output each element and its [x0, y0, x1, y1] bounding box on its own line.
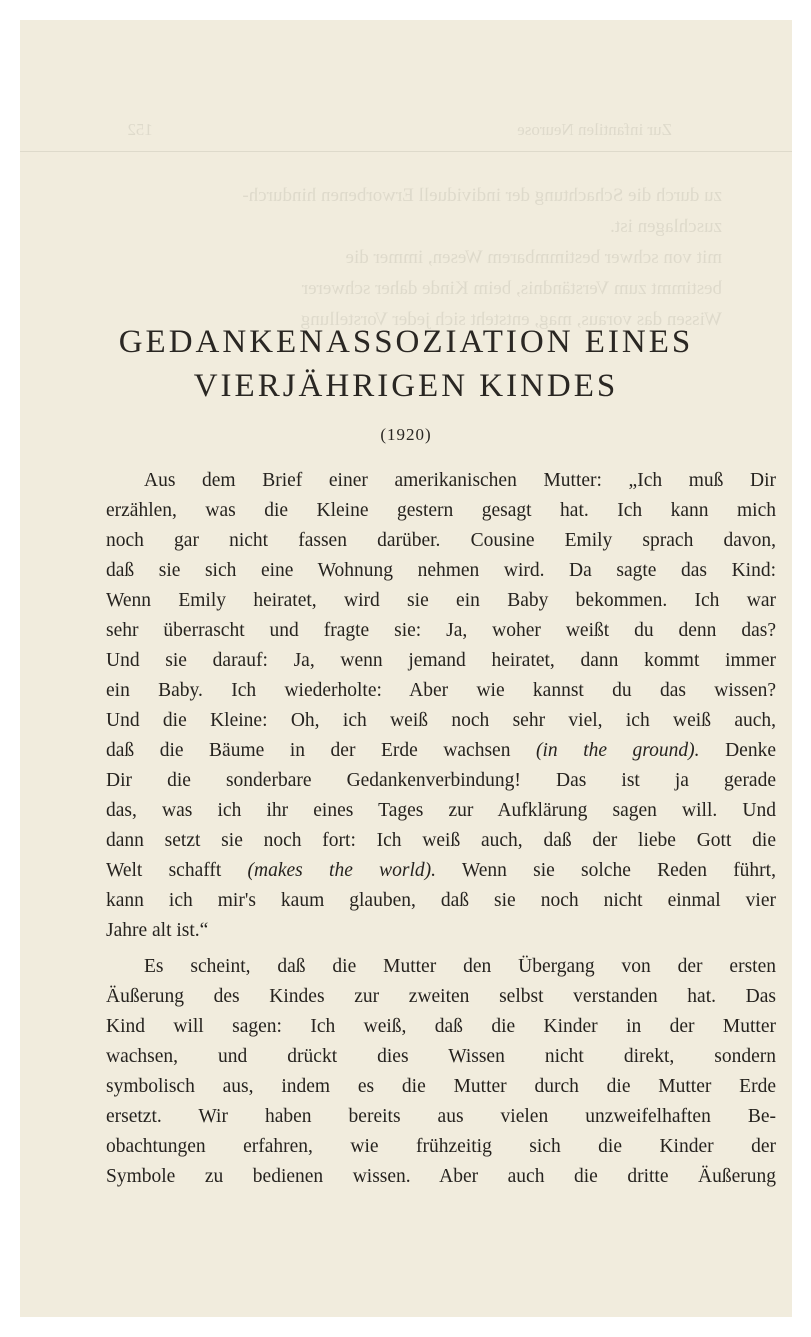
text-line: Äußerung des Kindes zur zweiten selbst verstanden hat. Das	[106, 986, 776, 1007]
text-line: sehr überrascht und fragte sie: Ja, woher weißt du denn das?	[106, 620, 776, 641]
text-line: ein Baby. Ich wiederholte: Aber wie kannst du das wissen?	[106, 680, 776, 701]
text-line: daß sie sich eine Wohnung nehmen wird. Da sagte das Kind:	[106, 560, 776, 581]
text-segment: Wenn sie solche Reden führt,	[435, 860, 776, 881]
text-line: Wenn Emily heiratet, wird sie ein Baby bekommen. Ich war	[106, 590, 776, 611]
text-line	[106, 856, 776, 886]
text-line: Kind will sagen: Ich weiß, daß die Kinder in der Mutter	[106, 1016, 776, 1037]
italic-phrase: (in the ground).	[536, 740, 700, 761]
text-line: kann ich mir's kaum glauben, daß sie noch nicht einmal vier	[106, 890, 776, 911]
text-segment: Welt schafft	[106, 860, 248, 881]
chapter-title-line-1: GEDANKENASSOZIATION EINES	[118, 324, 694, 360]
show-through-line: bestimmt zum Verständnis, beim Kinde daher schwerer	[301, 278, 722, 299]
chapter-title-line-2: VIERJÄHRIGEN KINDES	[193, 368, 619, 404]
text-line: wachsen, und drückt dies Wissen nicht direkt, sondern	[106, 1046, 776, 1067]
text-line: Und sie darauf: Ja, wenn jemand heiratet, dann kommt immer	[106, 650, 776, 671]
show-through-page-number: 152	[127, 120, 153, 139]
text-line: das, was ich ihr eines Tages zur Aufklärung sagen will. Und	[106, 800, 776, 821]
show-through-running-head-text: Zur infantilen Neurose	[517, 120, 672, 139]
text-line: Jahre alt ist.“	[106, 920, 209, 941]
chapter-year: (1920)	[380, 425, 432, 444]
text-line: dann setzt sie noch fort: Ich weiß auch, daß der liebe Gott die	[106, 830, 776, 851]
text-line: ersetzt. Wir haben bereits aus vielen unzweifelhaften Be-	[106, 1106, 776, 1127]
show-through-line: zuschlagen ist.	[610, 216, 722, 237]
text-line: Es scheint, daß die Mutter den Übergang von der ersten	[144, 956, 776, 977]
body-text	[106, 466, 776, 1192]
show-through-line: Wissen das voraus, mag, entsteht sich jeder Vorstellung	[300, 309, 722, 330]
show-through-line: zu durch die Schachtung der individuell Erworbenen hindurch-	[242, 185, 722, 206]
text-segment: Denke	[699, 740, 776, 761]
text-line: erzählen, was die Kleine gestern gesagt hat. Ich kann mich	[106, 500, 776, 521]
text-segment: daß die Bäume in der Erde wachsen	[106, 740, 536, 761]
show-through-running-head	[20, 120, 792, 152]
text-line: Symbole zu bedienen wissen. Aber auch die dritte Äußerung	[106, 1166, 776, 1187]
text-line: Aus dem Brief einer amerikanischen Mutter: „Ich muß Dir	[144, 470, 776, 491]
text-line: obachtungen erfahren, wie frühzeitig sich die Kinder der	[106, 1136, 776, 1157]
book-page	[20, 20, 792, 1317]
italic-phrase: (makes the world).	[247, 860, 436, 881]
show-through-line: mit von schwer bestimmbarem Wesen, immer die	[345, 247, 722, 268]
show-through-text	[20, 180, 792, 335]
chapter-title	[20, 320, 792, 408]
text-line	[106, 736, 776, 766]
text-line: Und die Kleine: Oh, ich weiß noch sehr viel, ich weiß auch,	[106, 710, 776, 731]
text-line: noch gar nicht fassen darüber. Cousine Emily sprach davon,	[106, 530, 776, 551]
text-line: Dir die sonderbare Gedankenverbindung! Das ist ja gerade	[106, 770, 776, 791]
text-line: symbolisch aus, indem es die Mutter durch die Mutter Erde	[106, 1076, 776, 1097]
